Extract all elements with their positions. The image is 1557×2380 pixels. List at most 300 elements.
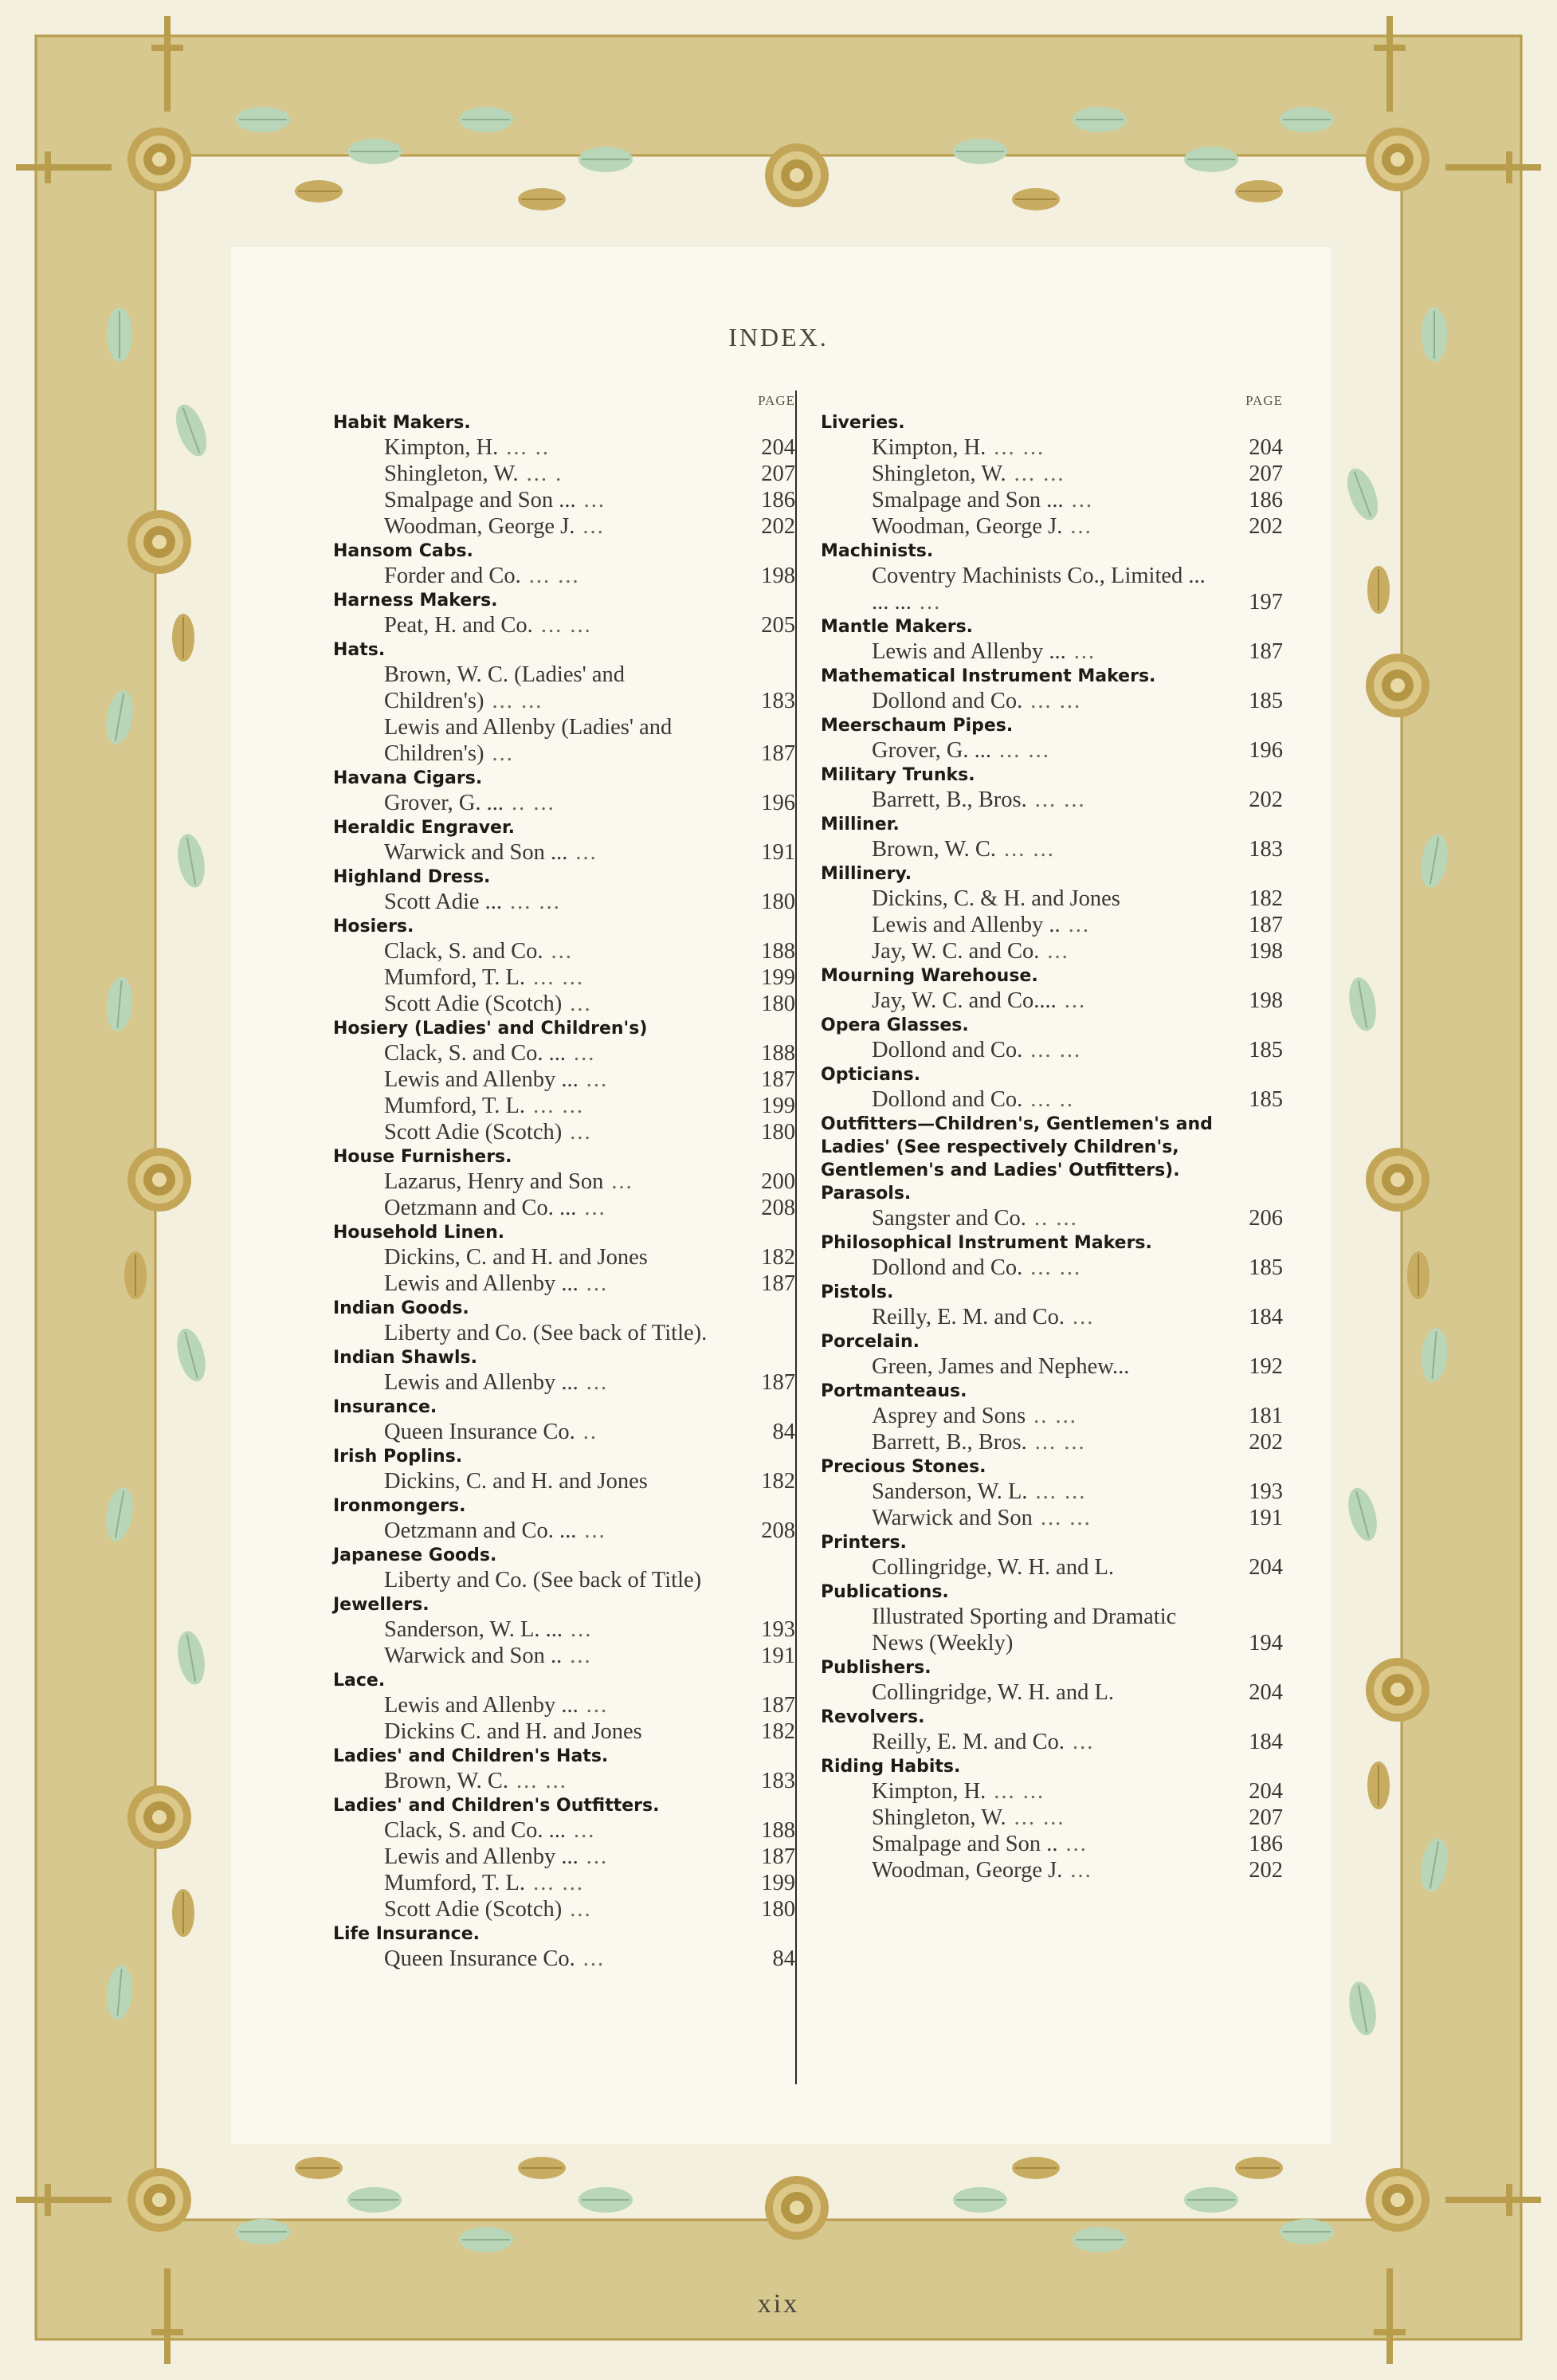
index-entry (333, 1692, 795, 1718)
section-heading: Hansom Cabs. (333, 541, 473, 561)
index-entry (333, 714, 795, 767)
section-heading: Indian Goods. (333, 1298, 469, 1318)
section-heading: Life Insurance. (333, 1924, 480, 1944)
index-entry (821, 1037, 1283, 1063)
leader-dots: ... ... (1030, 689, 1082, 713)
leader-dots: ... ... (1034, 787, 1086, 812)
index-entry (333, 563, 795, 589)
leader-dots: ... (586, 1844, 609, 1869)
section-heading: Revolvers. (821, 1707, 925, 1727)
leader-dots: ... ... (994, 435, 1045, 460)
leader-dots: ... ... (1004, 837, 1055, 862)
index-entry (821, 638, 1283, 665)
entry-name: Illustrated Sporting and Dramatic News (Weekly) (872, 1604, 1177, 1655)
page-ref: 200 (761, 1169, 795, 1194)
leader-dots: ... (1070, 1858, 1092, 1883)
page-ref: 182 (761, 1469, 795, 1494)
section-heading: Ladies' and Children's Hats. (333, 1746, 609, 1766)
entry-name: Dollond and Co. (872, 689, 1023, 713)
page-ref: 187 (761, 1370, 795, 1395)
index-entry (821, 1554, 1283, 1581)
section-heading: Opera Glasses. (821, 1015, 969, 1035)
entry-name: Jay, W. C. and Co.... (872, 988, 1057, 1013)
entry-name: Clack, S. and Co. ... (384, 1041, 566, 1066)
page-ref: 207 (1249, 1805, 1283, 1830)
leader-dots: ... (919, 590, 942, 615)
entry-name: Oetzmann and Co. ... (384, 1196, 577, 1220)
index-entry (333, 1870, 795, 1896)
section-heading: Riding Habits. (821, 1757, 961, 1777)
index-entry (333, 1896, 795, 1922)
page-ref: 198 (1249, 988, 1283, 1013)
page-ref: 182 (761, 1245, 795, 1270)
page-ref: 184 (1249, 1730, 1283, 1754)
page-column-header: PAGE (758, 393, 795, 408)
page-ref: 187 (761, 1844, 795, 1869)
index-entry (333, 1946, 795, 1972)
entry-name: Scott Adie (Scotch) (384, 992, 563, 1016)
page-ref: 185 (1249, 689, 1283, 713)
index-entry (821, 787, 1283, 813)
leader-dots: ... (582, 1946, 606, 1971)
entry-name: Dollond and Co. (872, 1255, 1023, 1280)
entry-name: Queen Insurance Co. (384, 1420, 575, 1444)
leader-dots: ... ... (1035, 1479, 1087, 1504)
page-ref: 181 (1249, 1404, 1283, 1428)
index-entry (333, 487, 795, 513)
leader-dots: ... .. (506, 435, 551, 460)
index-entry (333, 1271, 795, 1297)
entry-name: Shingleton, W. (384, 461, 519, 486)
page-ref: 199 (761, 1094, 795, 1118)
page-ref: 204 (1249, 435, 1283, 460)
page-ref: 193 (1249, 1479, 1283, 1504)
leader-dots: ... (611, 1169, 633, 1194)
page-ref: 191 (761, 1644, 795, 1668)
index-entry (821, 1353, 1283, 1380)
page-ref: 196 (1249, 738, 1283, 763)
entry-name: Oetzmann and Co. ... (384, 1518, 577, 1543)
page-ref: 194 (1249, 1631, 1283, 1655)
leader-dots: ... ... (1040, 1506, 1092, 1530)
entry-name: Grover, G. ... (872, 738, 992, 763)
index-entry (821, 737, 1283, 764)
leader-dots: ... (570, 1120, 592, 1145)
entry-name: Dickins, C. and H. and Jones (384, 1469, 648, 1494)
page-ref: 192 (1249, 1354, 1283, 1379)
leader-dots: ... ... (516, 1769, 567, 1793)
entry-name: Barrett, B., Bros. (872, 1430, 1027, 1455)
index-entry (821, 836, 1283, 862)
index-entry (821, 938, 1283, 964)
index-entry (333, 1468, 795, 1494)
leader-dots: ... ... (999, 738, 1050, 763)
section-heading: Lace. (333, 1671, 386, 1691)
index-entry (333, 964, 795, 991)
index-column-left (333, 391, 795, 1972)
leader-dots: ... (586, 1067, 609, 1092)
entry-name: Clack, S. and Co. ... (384, 1818, 566, 1843)
entry-name: Woodman, George J. (872, 1858, 1063, 1883)
section-heading: Outfitters—Children's, Gentlemen's and Ladies' (See respectively Children's, Gentlemen's and Ladies' Outfitters). (821, 1114, 1213, 1180)
section-heading: Harness Makers. (333, 591, 498, 611)
page-ref: 185 (1249, 1255, 1283, 1280)
entry-name: Lewis and Allenby ... (872, 639, 1066, 664)
section-heading: Mantle Makers. (821, 617, 974, 637)
page-ref: 202 (1249, 1858, 1283, 1883)
index-entry (821, 886, 1283, 912)
index-entry (333, 1195, 795, 1221)
page-ref: 205 (761, 613, 795, 638)
page-ref: 187 (761, 741, 795, 766)
entry-name: Brown, W. C. (Ladies' and Children's) (384, 662, 625, 713)
section-heading: Machinists. (821, 541, 934, 561)
page-ref: 180 (761, 890, 795, 914)
index-entry (333, 1817, 795, 1844)
entry-name: Clack, S. and Co. (384, 939, 543, 964)
section-heading: Irish Poplins. (333, 1447, 463, 1467)
section-heading: Hosiers. (333, 917, 414, 937)
section-heading: Household Linen. (333, 1223, 505, 1243)
entry-name: Woodman, George J. (872, 514, 1063, 539)
index-entry (821, 688, 1283, 714)
entry-name: Queen Insurance Co. (384, 1946, 575, 1971)
index-entry (821, 1805, 1283, 1831)
index-entry (821, 434, 1283, 461)
entry-name: Grover, G. ... (384, 791, 504, 815)
leader-dots: ... (586, 1271, 609, 1296)
entry-name: Mumford, T. L. (384, 965, 526, 990)
page-ref: 204 (761, 435, 795, 460)
index-entry (821, 1205, 1283, 1231)
page-ref: 84 (772, 1946, 795, 1971)
leader-dots: ... ... (533, 1871, 584, 1895)
entry-name: Collingridge, W. H. and L. (872, 1555, 1114, 1580)
leader-dots: ... (1070, 514, 1092, 539)
leader-dots: ... (575, 840, 598, 865)
index-entry (821, 1729, 1283, 1755)
entry-name: Lewis and Allenby ... (384, 1844, 578, 1869)
entry-name: Scott Adie (Scotch) (384, 1120, 563, 1145)
leader-dots: ... (574, 1041, 596, 1066)
leader-dots: ... .. (1030, 1087, 1074, 1112)
entry-name: Brown, W. C. (872, 837, 996, 862)
section-list (821, 411, 1283, 1883)
index-entry (333, 1616, 795, 1643)
section-heading: Publishers. (821, 1658, 931, 1678)
page-ref: 188 (761, 1818, 795, 1843)
entry-name: Lazarus, Henry and Son (384, 1169, 604, 1194)
page-ref: 191 (761, 840, 795, 865)
leader-dots: ... ... (1030, 1255, 1082, 1280)
leader-dots: ... ... (533, 1094, 584, 1118)
leader-dots: ... (571, 1617, 593, 1642)
entry-name: Kimpton, H. (384, 435, 499, 460)
entry-name: Smalpage and Son .. (872, 1832, 1058, 1856)
page-ref: 187 (761, 1271, 795, 1296)
section-heading: Havana Cigars. (333, 768, 483, 788)
page-ref: 183 (761, 689, 795, 713)
leader-dots: ... (586, 1693, 609, 1718)
index-entry (333, 1369, 795, 1396)
leader-dots: ... ... (1014, 1805, 1065, 1830)
section-heading: Precious Stones. (821, 1457, 986, 1477)
section-heading: Printers. (821, 1533, 907, 1553)
index-entry (333, 1518, 795, 1544)
page-ref: 185 (1249, 1087, 1283, 1112)
entry-name: Mumford, T. L. (384, 1094, 526, 1118)
section-heading: Opticians. (821, 1065, 921, 1085)
index-entry (821, 1429, 1283, 1455)
entry-name: Green, James and Nephew... (872, 1354, 1130, 1379)
entry-name: Dickins C. and H. and Jones (384, 1719, 642, 1744)
page-ref: 199 (761, 1871, 795, 1895)
leader-dots: .. ... (512, 791, 555, 815)
entry-name: Forder and Co. (384, 564, 521, 588)
entry-name: Liberty and Co. (See back of Title) (384, 1568, 702, 1593)
section-heading: Pistols. (821, 1282, 894, 1302)
page-ref: 208 (761, 1518, 795, 1543)
index-entry (333, 612, 795, 638)
leader-dots: ... (586, 1370, 609, 1395)
leader-dots: ... (1072, 1730, 1095, 1754)
leader-dots: ... ... (540, 613, 592, 638)
column-divider (795, 391, 797, 2084)
entry-name: Sanderson, W. L. (872, 1479, 1028, 1504)
page-ref: 183 (761, 1769, 795, 1793)
entry-name: Coventry Machinists Co., Limited ... ... ... (872, 564, 1206, 615)
page-ref: 187 (761, 1067, 795, 1092)
index-entry (333, 434, 795, 461)
index-entry (821, 1505, 1283, 1531)
entry-name: Peat, H. and Co. (384, 613, 533, 638)
section-heading: Japanese Goods. (333, 1545, 497, 1565)
index-entry (333, 1066, 795, 1093)
page-ref: 193 (761, 1617, 795, 1642)
page-ref: 182 (1249, 886, 1283, 911)
index-entry (333, 1844, 795, 1870)
leader-dots: ... (1073, 639, 1096, 664)
section-heading: Liveries. (821, 413, 905, 433)
entry-name: Jay, W. C. and Co. (872, 939, 1040, 964)
page-ref: 202 (761, 514, 795, 539)
index-entry (333, 938, 795, 964)
section-heading: Millinery. (821, 864, 912, 884)
section-heading: Ironmongers. (333, 1496, 466, 1516)
index-entry (333, 1643, 795, 1669)
index-entry (333, 662, 795, 714)
index-entry (333, 1168, 795, 1195)
entry-name: Warwick and Son .. (384, 1644, 563, 1668)
page-ref: 204 (1249, 1680, 1283, 1705)
section-heading: Hats. (333, 640, 386, 660)
page-ref: 186 (1249, 1832, 1283, 1856)
index-entry (821, 1403, 1283, 1429)
index-entry (333, 461, 795, 487)
leader-dots: ... ... (528, 564, 580, 588)
page-ref: 180 (761, 992, 795, 1016)
index-entry (821, 1304, 1283, 1330)
entry-name: Lewis and Allenby ... (384, 1370, 578, 1395)
entry-name: Sangster and Co. (872, 1206, 1026, 1231)
index-entry (333, 513, 795, 540)
leader-dots: .. ... (1033, 1404, 1077, 1428)
page-ref: 198 (761, 564, 795, 588)
page-ref: 196 (761, 791, 795, 815)
section-heading: Heraldic Engraver. (333, 818, 516, 838)
section-heading: Insurance. (333, 1397, 437, 1417)
page-ref: 202 (1249, 787, 1283, 812)
entry-name: Mumford, T. L. (384, 1871, 526, 1895)
index-entry (821, 988, 1283, 1014)
entry-name: Scott Adie ... (384, 890, 503, 914)
page-ref: 191 (1249, 1506, 1283, 1530)
entry-name: Collingridge, W. H. and L. (872, 1680, 1114, 1705)
section-heading: Meerschaum Pipes. (821, 716, 1014, 736)
section-heading: Philosophical Instrument Makers. (821, 1233, 1152, 1253)
page-ref: 180 (761, 1120, 795, 1145)
leader-dots: ... ... (510, 890, 561, 914)
page-ref: 197 (1249, 590, 1283, 615)
index-entry (821, 563, 1283, 615)
index-entry (333, 839, 795, 866)
index-entry (821, 1778, 1283, 1805)
leader-dots: ... ... (492, 689, 543, 713)
leader-dots: ... ... (533, 965, 584, 990)
entry-name: Lewis and Allenby .. (872, 913, 1061, 937)
index-entry (821, 1604, 1283, 1656)
page-ref: 202 (1249, 1430, 1283, 1455)
page-ref: 183 (1249, 837, 1283, 862)
index-entry (821, 461, 1283, 487)
entry-name: Warwick and Son ... (384, 840, 568, 865)
entry-name: Lewis and Allenby ... (384, 1067, 578, 1092)
index-entry (821, 912, 1283, 938)
leader-dots: ... (1071, 488, 1094, 513)
page-ref: 185 (1249, 1038, 1283, 1062)
leader-dots: ... (551, 939, 573, 964)
page-ref: 84 (772, 1420, 795, 1444)
page-ref: 184 (1249, 1305, 1283, 1329)
index-entry (821, 1086, 1283, 1113)
section-heading: Habit Makers. (333, 413, 471, 433)
leader-dots: .. (582, 1420, 598, 1444)
entry-name: Asprey and Sons (872, 1404, 1026, 1428)
entry-name: Shingleton, W. (872, 461, 1006, 486)
index-entry (333, 1320, 795, 1346)
index-entry (333, 1768, 795, 1794)
index-entry (333, 1040, 795, 1066)
section-heading: Jewellers. (333, 1595, 429, 1615)
entry-name: Kimpton, H. (872, 1779, 986, 1804)
page-ref: 186 (1249, 488, 1283, 513)
entry-name: Smalpage and Son ... (384, 488, 576, 513)
entry-name: Sanderson, W. L. ... (384, 1617, 563, 1642)
leader-dots: ... (1072, 1305, 1095, 1329)
leader-dots: ... (1064, 988, 1087, 1013)
page-ref: 204 (1249, 1779, 1283, 1804)
leader-dots: ... (570, 1644, 592, 1668)
page-ref: 187 (761, 1693, 795, 1718)
page-ref: 208 (761, 1196, 795, 1220)
leader-dots: ... ... (1030, 1038, 1082, 1062)
leader-dots: ... ... (1014, 461, 1065, 486)
index-entry (333, 1567, 795, 1593)
entry-name: Barrett, B., Bros. (872, 787, 1027, 812)
section-heading: Hosiery (Ladies' and Children's) (333, 1019, 648, 1039)
index-entry (821, 1479, 1283, 1505)
section-list (333, 411, 795, 1972)
entry-name: Dollond and Co. (872, 1087, 1023, 1112)
entry-name: Dollond and Co. (872, 1038, 1023, 1062)
section-heading: Military Trunks. (821, 765, 975, 785)
entry-name: Dickins, C. and H. and Jones (384, 1245, 648, 1270)
leader-dots: ... (1065, 1832, 1088, 1856)
section-heading: Highland Dress. (333, 867, 491, 887)
entry-name: Smalpage and Son ... (872, 488, 1064, 513)
entry-name: Lewis and Allenby ... (384, 1271, 578, 1296)
page-ref: 207 (761, 461, 795, 486)
index-entry (821, 513, 1283, 540)
index-entry (333, 1119, 795, 1145)
entry-name: Warwick and Son (872, 1506, 1033, 1530)
leader-dots: ... (584, 1196, 606, 1220)
index-column-right (821, 391, 1283, 1883)
leader-dots: ... (574, 1818, 596, 1843)
entry-name: Lewis and Allenby ... (384, 1693, 578, 1718)
leader-dots: ... (582, 514, 605, 539)
entry-name: Scott Adie (Scotch) (384, 1897, 563, 1922)
section-heading: Publications. (821, 1582, 949, 1602)
page-ref: 199 (761, 965, 795, 990)
index-entry (333, 889, 795, 915)
leader-dots: .. ... (1033, 1206, 1078, 1231)
entry-name: Reilly, E. M. and Co. (872, 1305, 1065, 1329)
section-heading: Mourning Warehouse. (821, 966, 1038, 986)
index-entry (333, 1093, 795, 1119)
index-entry (333, 790, 795, 816)
leader-dots: ... . (526, 461, 563, 486)
section-heading: Mathematical Instrument Makers. (821, 666, 1156, 686)
page-ref: 202 (1249, 514, 1283, 539)
page-number: xix (757, 2289, 800, 2319)
entry-name: Brown, W. C. (384, 1769, 508, 1793)
page-title: INDEX. (728, 323, 829, 352)
page-ref: 206 (1249, 1206, 1283, 1231)
leader-dots: ... (570, 992, 592, 1016)
leader-dots: ... (1047, 939, 1069, 964)
entry-name: Kimpton, H. (872, 435, 986, 460)
leader-dots: ... (1068, 913, 1091, 937)
section-heading: Parasols. (821, 1184, 912, 1204)
page-column-header: PAGE (1245, 393, 1283, 408)
entry-name: Liberty and Co. (See back of Title). (384, 1321, 708, 1345)
leader-dots: ... (492, 741, 514, 766)
index-entry (333, 1718, 795, 1745)
leader-dots: ... (570, 1897, 592, 1922)
section-heading: Milliner. (821, 815, 900, 835)
section-heading: Porcelain. (821, 1332, 920, 1352)
index-entry (821, 1857, 1283, 1883)
page-ref: 180 (761, 1897, 795, 1922)
page-ref: 207 (1249, 461, 1283, 486)
entry-name: Reilly, E. M. and Co. (872, 1730, 1065, 1754)
page-ref: 188 (761, 939, 795, 964)
index-entry (333, 1244, 795, 1271)
index-entry (821, 487, 1283, 513)
page-ref: 198 (1249, 939, 1283, 964)
page-ref: 186 (761, 488, 795, 513)
